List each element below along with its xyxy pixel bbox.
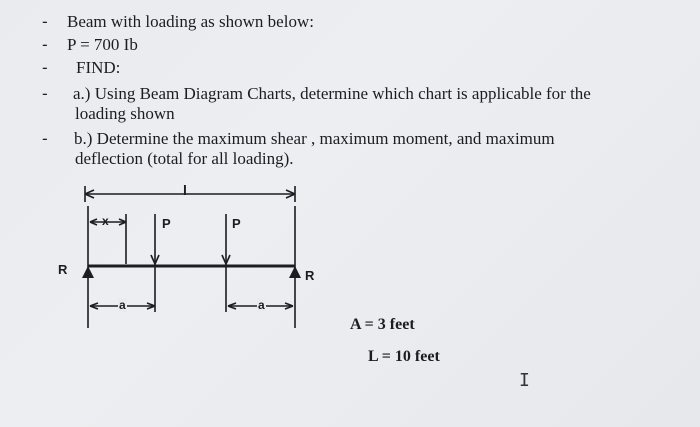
beam-diagram-svg — [52, 180, 322, 330]
beam-diagram — [52, 180, 322, 330]
bullet-dash: - — [42, 12, 48, 31]
length-label: l — [183, 182, 187, 198]
given-l: L = 10 feet — [368, 348, 440, 365]
load-right-label: P — [232, 216, 241, 231]
bullet-dash: - — [42, 84, 48, 103]
text-cursor-icon: I — [519, 370, 530, 391]
question-a-cont: loading shown — [75, 104, 175, 123]
left-support-triangle — [82, 266, 94, 278]
bullet-dash: - — [42, 129, 48, 148]
given-a: A = 3 feet — [350, 316, 415, 333]
problem-intro: Beam with loading as shown below: — [67, 12, 314, 31]
a-right-label: a — [258, 298, 265, 312]
x-label: x — [102, 214, 109, 228]
a-left-label: a — [119, 298, 126, 312]
reaction-right-label: R — [305, 268, 315, 283]
bullet-dash: - — [42, 58, 48, 77]
right-support-triangle — [289, 266, 301, 278]
question-a: a.) Using Beam Diagram Charts, determine which chart is applicable for the — [73, 84, 591, 103]
load-left-label: P — [162, 216, 171, 231]
question-b-cont: deflection (total for all loading). — [75, 149, 294, 168]
find-heading: FIND: — [76, 58, 121, 77]
question-b: b.) Determine the maximum shear , maximum moment, and maximum — [74, 129, 555, 148]
bullet-dash: - — [42, 35, 48, 54]
load-value: P = 700 Ib — [67, 35, 138, 54]
reaction-left-label: R — [58, 262, 68, 277]
